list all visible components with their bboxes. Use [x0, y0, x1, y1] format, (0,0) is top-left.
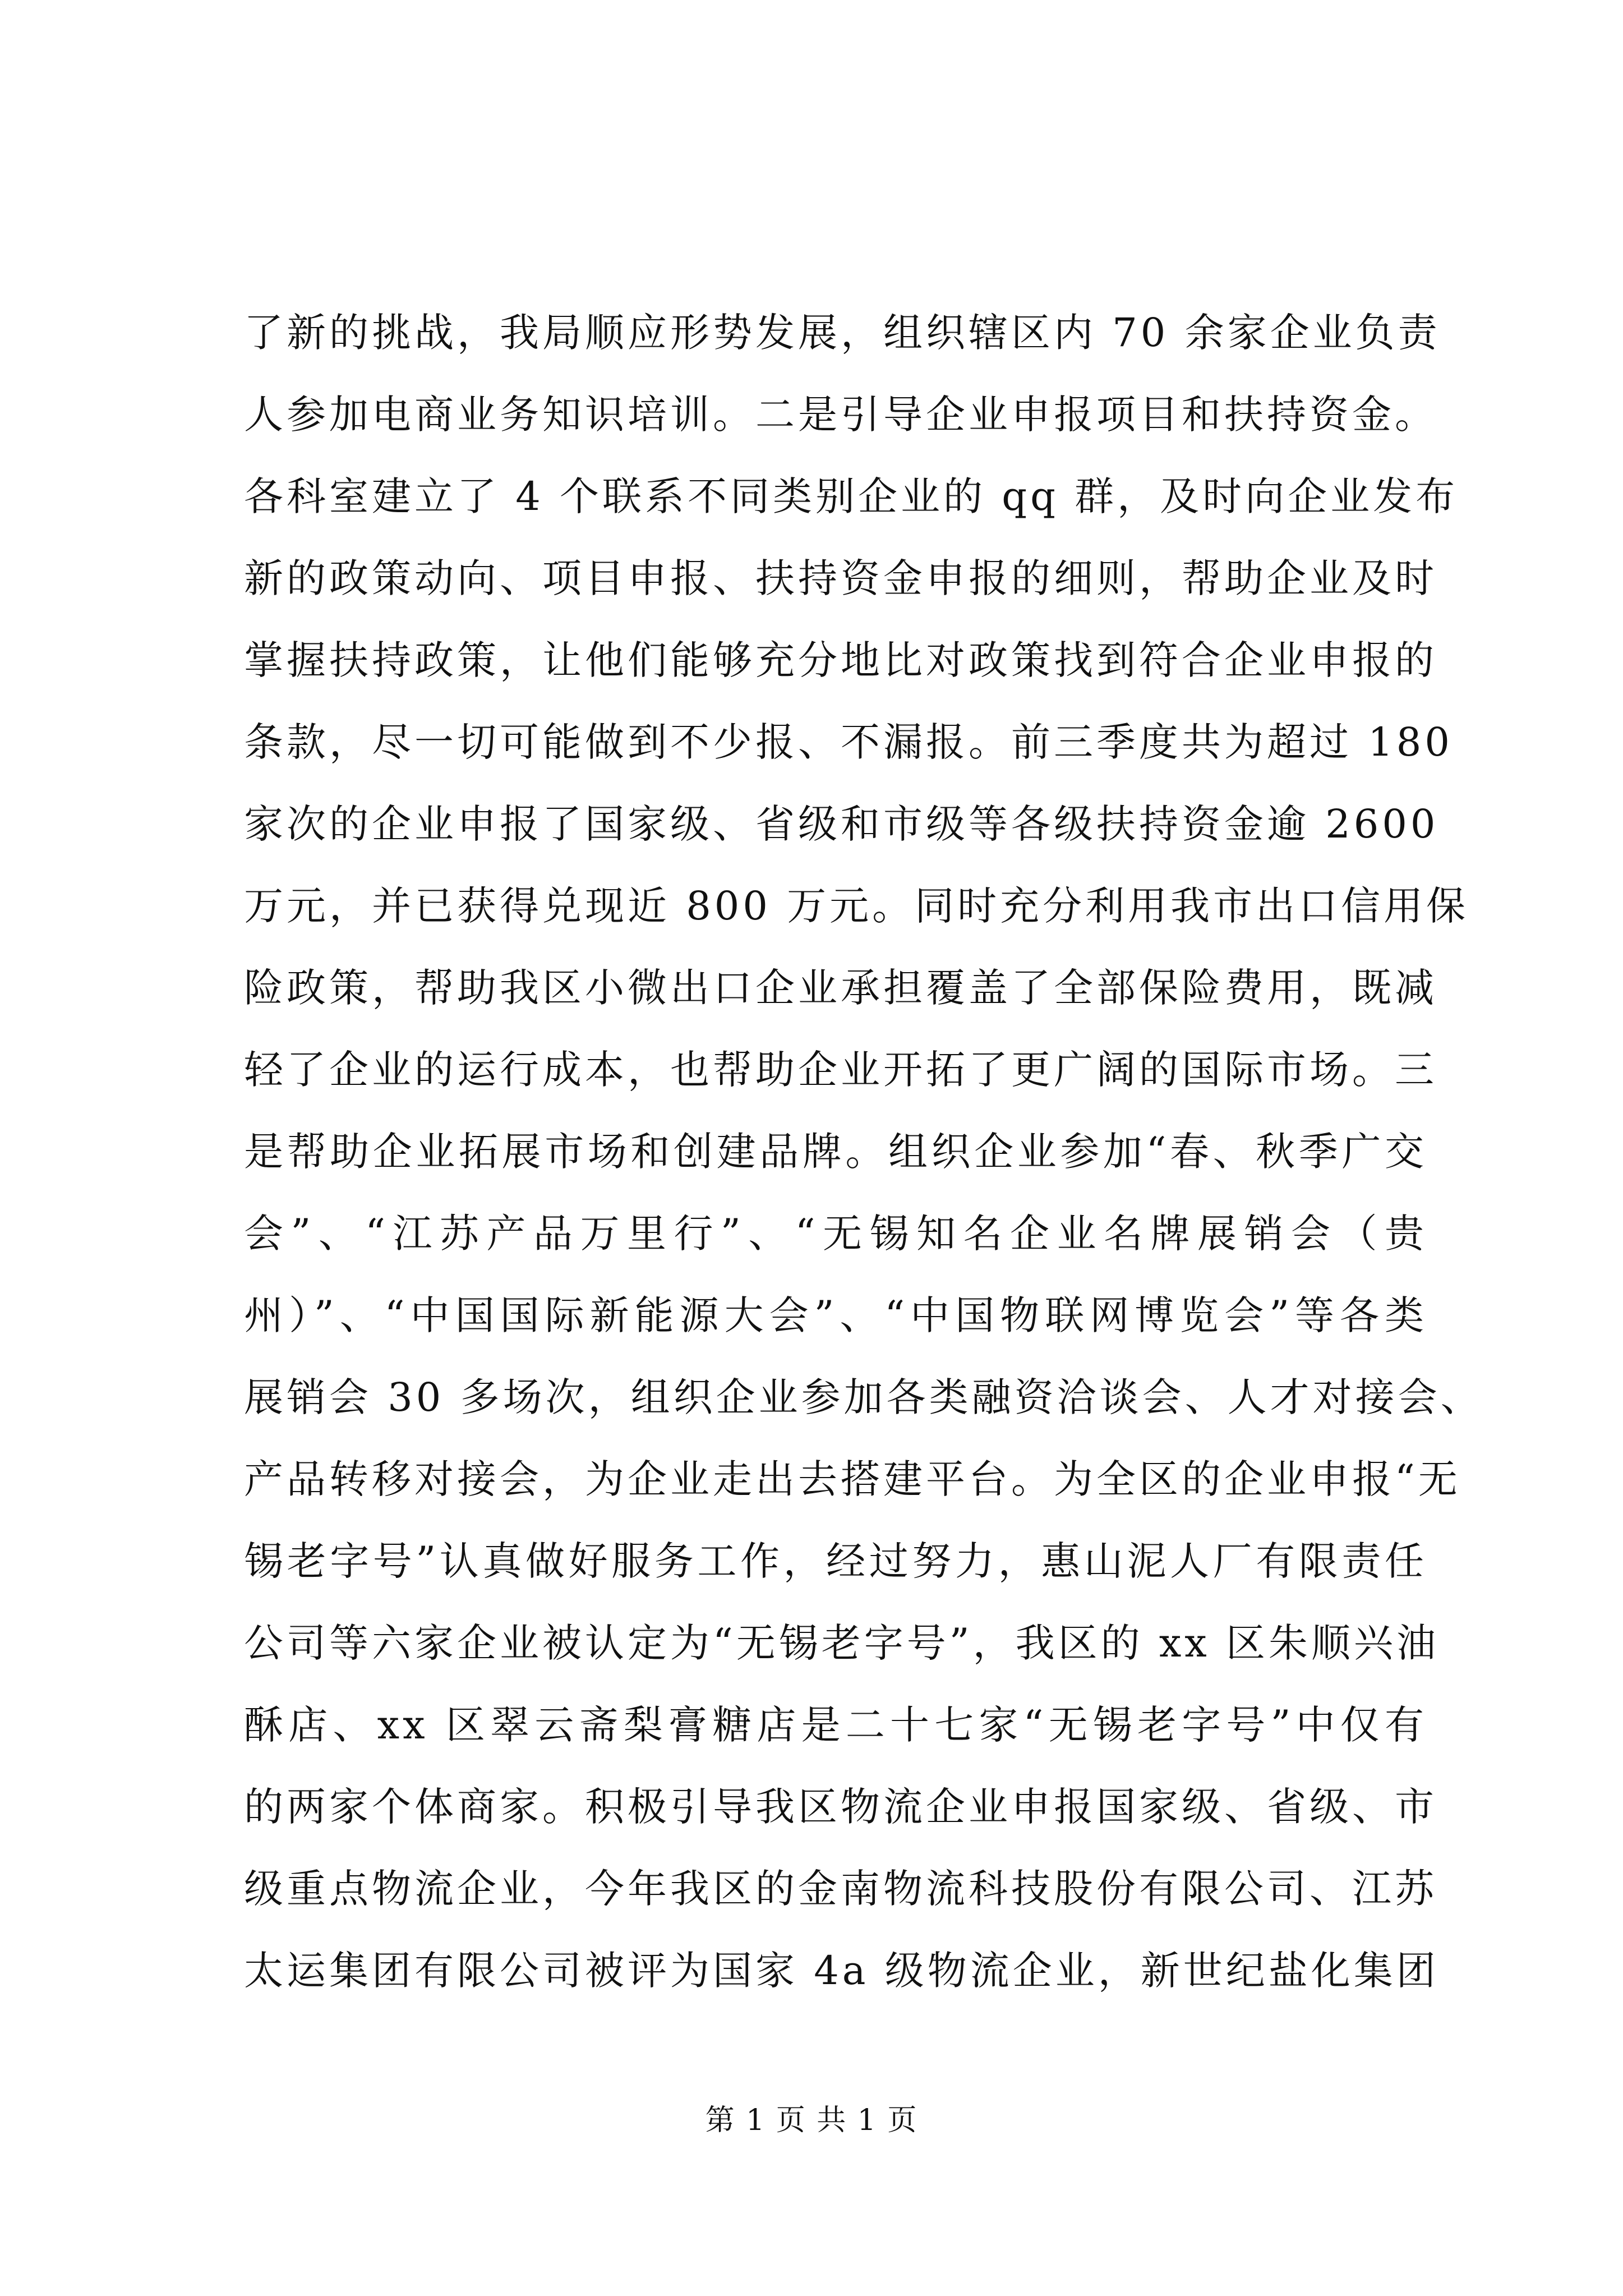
text-line-12: 会”、“江苏产品万里行”、“无锡知名企业名牌展销会（贵	[244, 1211, 1427, 1257]
text-line-8: 万元，并已获得兑现近 800 万元。同时充分利用我市出口信用保	[244, 883, 1469, 929]
text-line-18: 酥店、xx 区翠云斋梨膏糖店是二十七家“无锡老字号”中仅有	[244, 1702, 1427, 1748]
text-line-10: 轻了企业的运行成本，也帮助企业开拓了更广阔的国际市场。三	[244, 1047, 1437, 1093]
text-line-13: 州）”、“中国国际新能源大会”、“中国物联网博览会”等各类	[244, 1292, 1427, 1338]
text-line-19: 的两家个体商家。积极引导我区物流企业申报国家级、省级、市	[244, 1784, 1437, 1830]
text-line-3: 各科室建立了 4 个联系不同类别企业的 qq 群，及时向企业发布	[244, 473, 1459, 519]
text-line-5: 掌握扶持政策，让他们能够充分地比对政策找到符合企业申报的	[244, 637, 1437, 683]
text-line-11: 是帮助企业拓展市场和创建品牌。组织企业参加“春、秋季广交	[244, 1129, 1427, 1175]
text-line-15: 产品转移对接会，为企业走出去搭建平台。为全区的企业申报“无	[244, 1456, 1461, 1502]
text-line-20: 级重点物流企业，今年我区的金南物流科技股份有限公司、江苏	[244, 1866, 1437, 1912]
text-line-17: 公司等六家企业被认定为“无锡老字号”，我区的 xx 区朱顺兴油	[244, 1620, 1440, 1666]
text-line-4: 新的政策动向、项目申报、扶持资金申报的细则，帮助企业及时	[244, 555, 1437, 601]
text-line-16: 锡老字号”认真做好服务工作，经过努力，惠山泥人厂有限责任	[244, 1538, 1427, 1584]
text-line-6: 条款，尽一切可能做到不少报、不漏报。前三季度共为超过 180	[244, 719, 1453, 765]
page-footer: 第 1 页 共 1 页	[705, 2104, 918, 2137]
text-line-9: 险政策，帮助我区小微出口企业承担覆盖了全部保险费用，既减	[244, 965, 1437, 1011]
text-line-2: 人参加电商业务知识培训。二是引导企业申报项目和扶持资金。	[244, 392, 1437, 438]
text-line-14: 展销会 30 多场次，组织企业参加各类融资洽谈会、人才对接会、	[244, 1374, 1483, 1420]
text-line-1: 了新的挑战，我局顺应形势发展，组织辖区内 70 余家企业负责	[244, 310, 1441, 356]
text-line-7: 家次的企业申报了国家级、省级和市级等各级扶持资金逾 2600	[244, 801, 1439, 847]
body-text	[244, 292, 1483, 2012]
text-line-21: 太运集团有限公司被评为国家 4a 级物流企业，新世纪盐化集团	[244, 1948, 1439, 1994]
